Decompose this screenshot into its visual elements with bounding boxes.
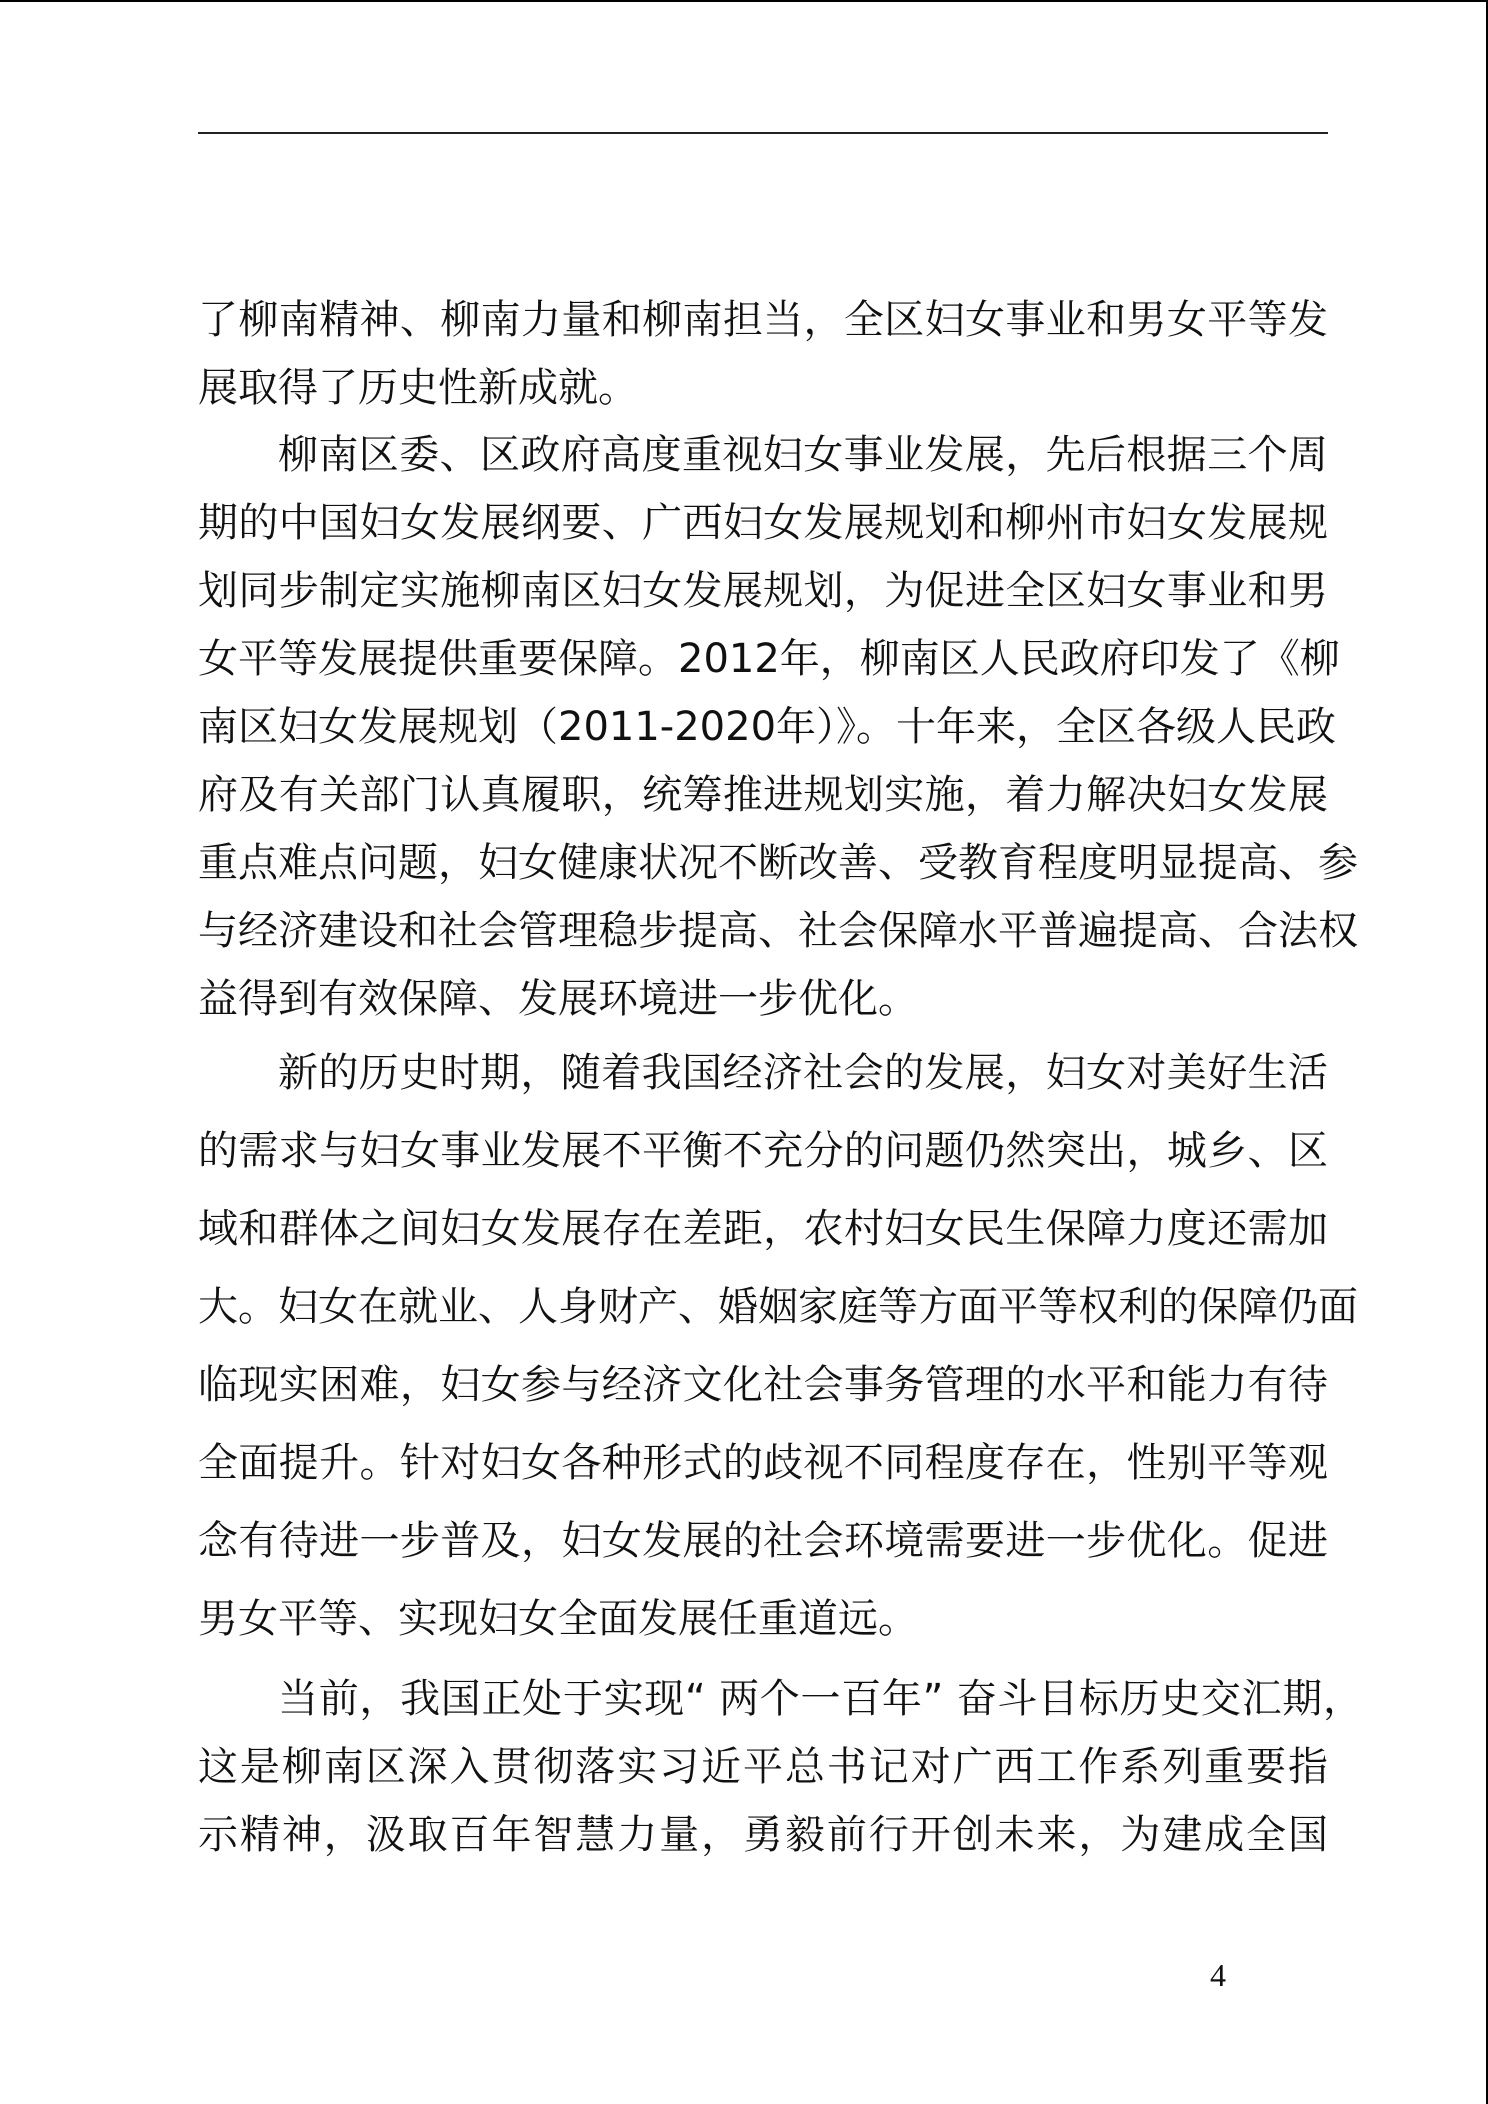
text-line: 南区妇女发展规划（2011-2020年）》。十年来，全区各级人民政 [198,704,1337,750]
text-line: 大。妇女在就业、人身财产、婚姻家庭等方面平等权利的保障仍面 [198,1284,1358,1330]
text-line: 划同步制定实施柳南区妇女发展规划，为促进全区妇女事业和男 [198,568,1328,614]
text-line: 示精神，汲取百年智慧力量，勇毅前行开创未来，为建成全国 [198,1812,1328,1858]
text-line: 了柳南精神、柳南力量和柳南担当，全区妇女事业和男女平等发 [198,297,1328,343]
paragraph-first-line: 当前，我国正处于实现“ 两个一百年” 奋斗目标历史交汇期， [278,1676,1363,1722]
paragraph-first-line: 柳南区委、区政府高度重视妇女事业发展，先后根据三个周 [278,432,1328,478]
text-line: 重点难点问题，妇女健康状况不断改善、受教育程度明显提高、参 [198,840,1358,886]
page-number: 4 [1210,1957,1226,1993]
text-line: 期的中国妇女发展纲要、广西妇女发展规划和柳州市妇女发展规 [198,500,1328,546]
text-line: 域和群体之间妇女发展存在差距，农村妇女民生保障力度还需加 [198,1206,1328,1252]
text-line: 这是柳南区深入贯彻落实习近平总书记对广西工作系列重要指 [198,1744,1328,1790]
text-line: 与经济建设和社会管理稳步提高、社会保障水平普遍提高、合法权 [198,908,1358,954]
text-line: 男女平等、实现妇女全面发展任重道远。 [198,1596,918,1642]
paragraph-first-line: 新的历史时期，随着我国经济社会的发展，妇女对美好生活 [278,1050,1328,1096]
text-line: 临现实困难，妇女参与经济文化社会事务管理的水平和能力有待 [198,1362,1328,1408]
text-line: 展取得了历史性新成就。 [198,365,638,411]
text-line: 益得到有效保障、发展环境进一步优化。 [198,976,918,1022]
header-rule [198,132,1328,134]
text-line: 府及有关部门认真履职，统筹推进规划实施，着力解决妇女发展 [198,772,1328,818]
text-line: 的需求与妇女事业发展不平衡不充分的问题仍然突出，城乡、区 [198,1128,1328,1174]
top-border [0,0,1488,2]
text-line: 念有待进一步普及，妇女发展的社会环境需要进一步优化。促进 [198,1518,1328,1564]
text-line: 女平等发展提供重要保障。2012年，柳南区人民政府印发了《柳 [198,636,1340,682]
text-line: 全面提升。针对妇女各种形式的歧视不同程度存在，性别平等观 [198,1440,1328,1486]
